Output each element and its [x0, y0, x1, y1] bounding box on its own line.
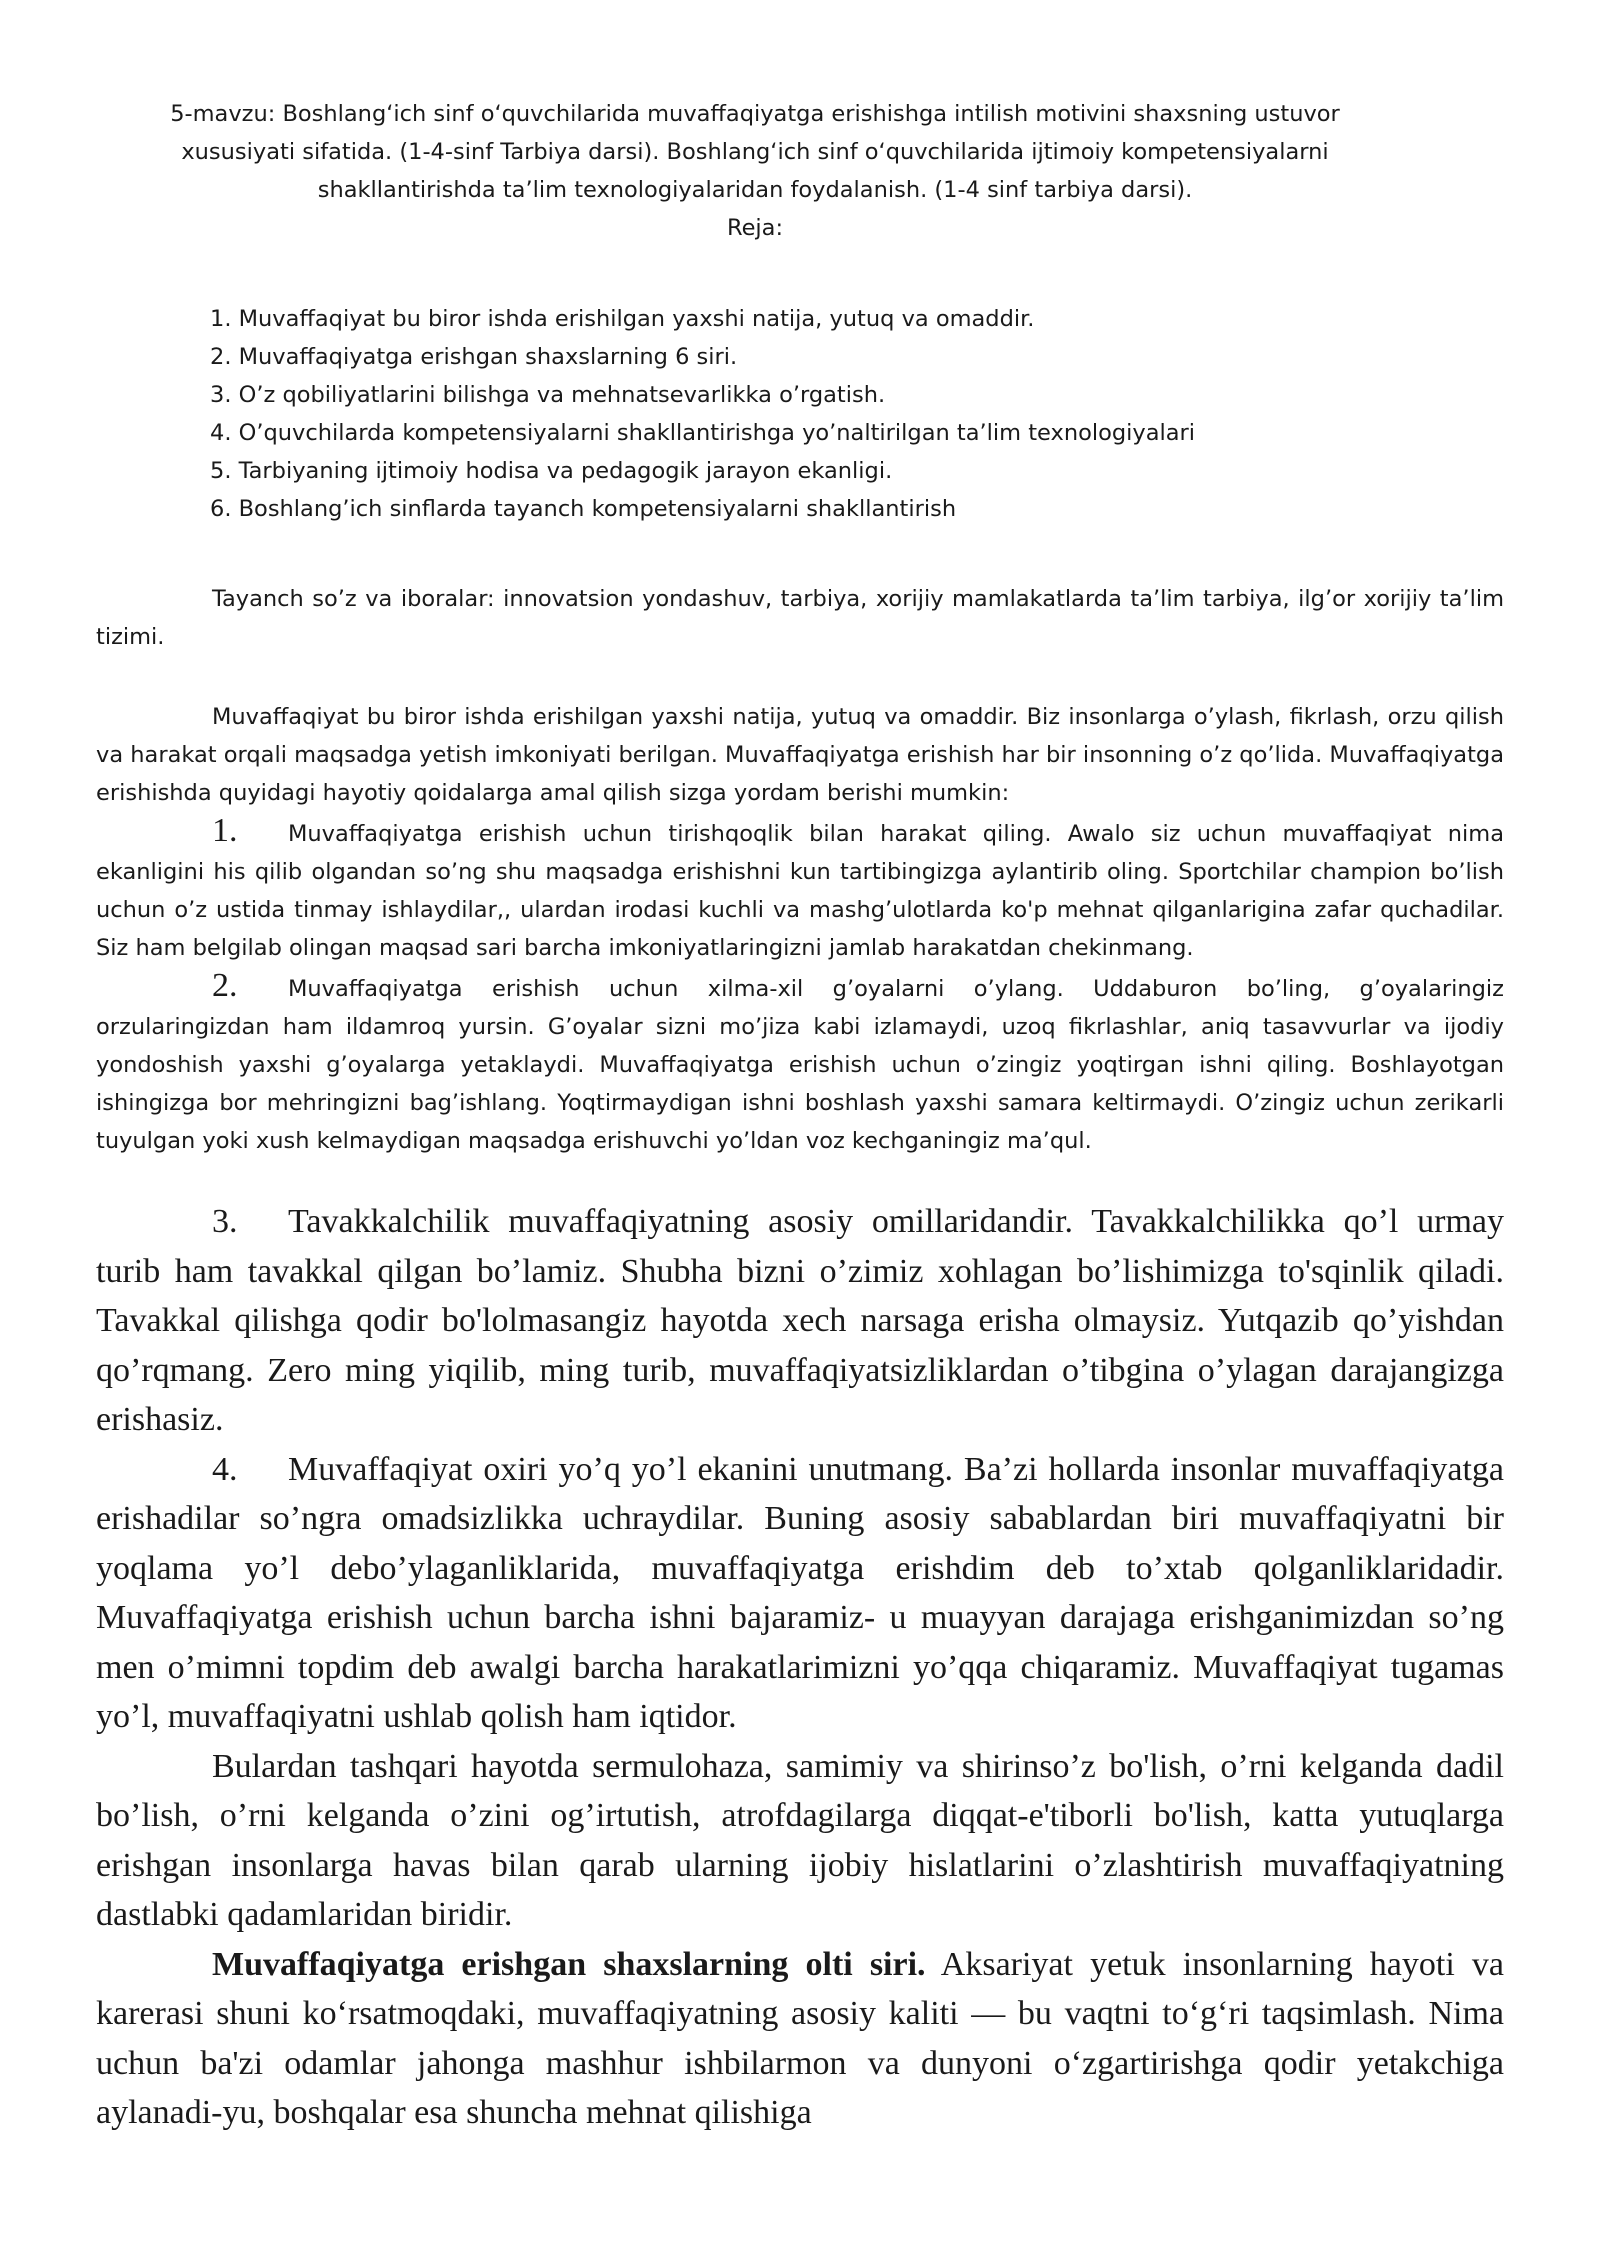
rule-number: 2.: [212, 967, 238, 1004]
rule-text: Tavakkalchilik muvaffaqiyatning asosiy omillaridandir. Tavakkalchilikka qo’l urmay turib ham tavakkal qilgan bo’lamiz. Shubha bizni o’zimiz xohlagan bo’lishimizga to'sqinlik qiladi. Tavakkal qilishga qodir bo'lolmasangiz hayotda xech narsaga erisha olmaysiz. Yutqazib qo’yishdan qo’rqmang. Zero ming yiqilib, ming turib, muvaffaqiyatsizliklardan o’tibgina o’ylagan darajangizga erishasiz.: [96, 1203, 1504, 1438]
main-text-block: [96, 1197, 1504, 2138]
secrets-title: Muvaffaqiyatga erishgan shaxslarning olti siri.: [212, 1945, 926, 1983]
secrets-paragraph: [96, 1940, 1504, 2138]
rule-text: Muvaffaqiyatga erishish uchun xilma-xil g’oyalarni o’ylang. Uddaburon bo’ling, g’oyalaringiz orzularingizdan ham ildamroq yursin. G’oyalar sizni mo’jiza kabi izlamaydi, uzoq fikrlashlar, aniq tasavvurlar va ijodiy yondoshish yaxshi g’oyalarga yetaklaydi. Muvaffaqiyatga erishish uchun o’zingiz yoqtirgan ishni qiling. Boshlayotgan ishingizga bor mehringizni bag’ishlang. Yoqtirmaydigan ishni boshlash yaxshi samara keltirmaydi. O’zingiz uchun zerikarli tuyulgan yoki xush kelmaydigan maqsadga erishuvchi yo’ldan voz kechganingiz ma’qul.: [96, 976, 1504, 1154]
rule-text: Muvaffaqiyat oxiri yo’q yo’l ekanini unutmang. Ba’zi hollarda insonlar muvaffaqiyatga erishadilar so’ngra omadsizlikka uchraydilar. Buning asosiy sabablardan biri muvaffaqiyatni bir yoqlama yo’l debo’ylaganliklarida, muvaffaqiyatga erishdim deb to’xtab qolganliklaridadir. Muvaffaqiyatga erishish uchun barcha ishni bajaramiz- u muayyan darajaga erishganimizdan so’ng men o’mimni topdim deb awalgi barcha harakatlarimizni yo’qqa chiqaramiz. Muvaffaqiyat tugamas yo’l, muvaffaqiyatni ushlab qolish ham iqtidor.: [96, 1450, 1504, 1735]
plan-list: [210, 300, 1195, 528]
rule-item-2: [96, 967, 1504, 1160]
rule-item-1: [96, 812, 1504, 967]
plan-item: 6. Boshlang’ich sinflarda tayanch kompetensiyalarni shakllantirish: [210, 496, 957, 522]
rule-item-3: [96, 1197, 1504, 1445]
keywords-paragraph: Tayanch so’z va iboralar: innovatsion yondashuv, tarbiya, xorijiy mamlakatlarda ta’lim tarbiya, ilg’or xorijiy ta’lim tizimi.: [96, 586, 1504, 650]
plan-item: 2. Muvaffaqiyatga erishgan shaxslarning 6 siri.: [210, 344, 738, 370]
rule-number: 1.: [212, 812, 238, 849]
intro-block: [96, 698, 1504, 1160]
plan-item: 3. O’z qobiliyatlarini bilishga va mehnatsevarlikka o’rgatish.: [210, 382, 886, 408]
rule-item-4: [96, 1445, 1504, 1742]
header-line-3: shakllantirishda ta’lim texnologiyalaridan foydalanish. (1-4 sinf tarbiya darsi).: [317, 177, 1193, 203]
rule-number: 4.: [212, 1450, 238, 1488]
intro-paragraph: Muvaffaqiyat bu biror ishda erishilgan yaxshi natija, yutuq va omaddir. Biz insonlarga o’ylash, fikrlash, orzu qilish va harakat orqali maqsadga yetish imkoniyati berilgan. Muvaffaqiyatga erishish har bir insonning o’z qo’lida. Muvaffaqiyatga erishishda quyidagi hayotiy qoidalarga amal qilish sizga yordam berishi mumkin:: [96, 704, 1504, 806]
rule-text: Muvaffaqiyatga erishish uchun tirishqoqlik bilan harakat qiling. Awalo siz uchun muvaffaqiyat nima ekanligini his qilib olgandan so’ng shu maqsadga erishishni kun tartibingizga aylantirib oling. Sportchilar champion bo’lish uchun o’z ustida tinmay ishlaydilar,, ulardan irodasi kuchli va mashg’ulotlarda ko'p mehnat qilganlarigina zafar quchadilar. Siz ham belgilab olingan maqsad sari barcha imkoniyatlaringizni jamlab harakatdan chekinmang.: [96, 821, 1504, 961]
header-line-2: xususiyati sifatida. (1-4-sinf Tarbiya darsi). Boshlang‘ich sinf o‘quvchilarida ijtimoiy kompetensiyalarni: [181, 139, 1329, 165]
document-header: [170, 95, 1340, 247]
closing-paragraph: Bulardan tashqari hayotda sermulohaza, samimiy va shirinso’z bo'lish, o’rni kelganda dadil bo’lish, o’rni kelganda o’zini og’irtutish, atrofdagilarga diqqat-e'tiborli bo'lish, katta yutuqlarga erishgan insonlarga havas bilan qarab ularning ijobiy hislatlarini o’zlashtirish muvaffaqiyatning dastlabki qadamlaridan biridir.: [96, 1747, 1504, 1933]
secrets-text: Aksariyat yetuk insonlarning hayoti va karerasi shuni ko‘rsatmoqdaki, muvaffaqiyatning asosiy kaliti — bu vaqtni to‘g‘ri taqsimlash. Nima uchun ba'zi odamlar jahonga mashhur ishbilarmon va dunyoni o‘zgartirishga qodir yetakchiga aylanadi-yu, boshqalar esa shuncha mehnat qilishiga: [96, 1945, 1504, 2131]
plan-item: 4. O’quvchilarda kompetensiyalarni shakllantirishga yo’naltirilgan ta’lim texnologiyalari: [210, 420, 1196, 446]
plan-item: 1. Muvaffaqiyat bu biror ishda erishilgan yaxshi natija, yutuq va omaddir.: [210, 306, 1035, 332]
plan-item: 5. Tarbiyaning ijtimoiy hodisa va pedagogik jarayon ekanligi.: [210, 458, 893, 484]
rule-number: 3.: [212, 1203, 238, 1240]
plan-heading: Reja:: [726, 215, 784, 241]
keywords-block: [96, 580, 1504, 656]
header-line-1: 5-mavzu: Boshlang‘ich sinf o‘quvchilarida muvaffaqiyatga erishishga intilish motivini shaxsning ustuvor: [170, 101, 1340, 127]
